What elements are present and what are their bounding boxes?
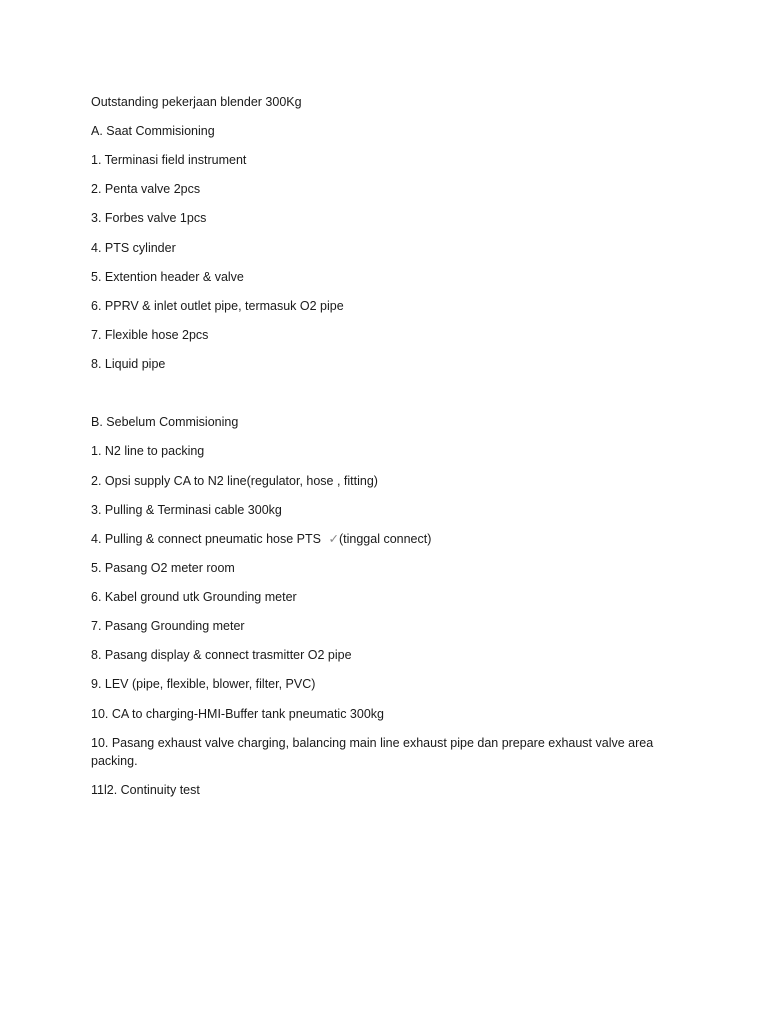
section-b-item: 10. CA to charging-HMI-Buffer tank pneumatic 300kg	[91, 707, 384, 721]
section-a-item: 4. PTS cylinder	[91, 241, 176, 255]
section-b-heading: B. Sebelum Commisioning	[91, 415, 239, 429]
section-b-item: 8. Pasang display & connect trasmitter O2 pipe	[91, 648, 352, 662]
section-b-item-4-row	[91, 530, 691, 548]
section-b-item: 1. N2 line to packing	[91, 444, 205, 458]
section-a-item: 1. Terminasi field instrument	[91, 153, 247, 167]
section-a-item: 6. PPRV & inlet outlet pipe, termasuk O2 pipe	[91, 299, 344, 313]
section-b-item: 10. Pasang exhaust valve charging, balancing main line exhaust pipe dan prepare exhaust valve area packing.	[91, 736, 654, 768]
checkmark-icon: ✓	[328, 532, 339, 546]
section-a-item: 5. Extention header & valve	[91, 270, 244, 284]
section-b-item-note: (tinggal connect)	[338, 532, 432, 546]
section-a-item: 2. Penta valve 2pcs	[91, 182, 201, 196]
section-a-heading: A. Saat Commisioning	[91, 124, 215, 138]
section-b-item: 5. Pasang O2 meter room	[91, 561, 235, 575]
section-a-item: 8. Liquid pipe	[91, 357, 166, 371]
section-b-item: 2. Opsi supply CA to N2 line(regulator, hose , fitting)	[91, 474, 378, 488]
section-b-item: 7. Pasang Grounding meter	[91, 619, 245, 633]
section-b-item: 3. Pulling & Terminasi cable 300kg	[91, 503, 282, 517]
section-b-item: 9. LEV (pipe, flexible, blower, filter, PVC)	[91, 677, 316, 691]
section-b-item: 4. Pulling & connect pneumatic hose PTS	[91, 532, 321, 546]
section-a-item: 7. Flexible hose 2pcs	[91, 328, 209, 342]
section-a-item: 3. Forbes valve 1pcs	[91, 211, 207, 225]
document-title: Outstanding pekerjaan blender 300Kg	[91, 95, 302, 109]
section-b-item: 11l2. Continuity test	[91, 783, 200, 797]
section-b-item: 6. Kabel ground utk Grounding meter	[91, 590, 297, 604]
